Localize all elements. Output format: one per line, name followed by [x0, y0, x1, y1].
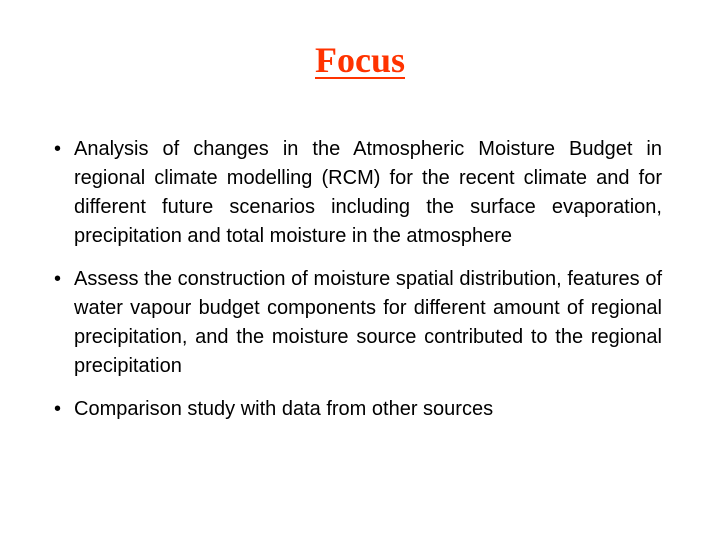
bullet-text: Assess the construction of moisture spatial distribution, features of water vapour budget components for different amount of regional precipitation, and the moisture source contributed to the regional precipitation: [74, 268, 662, 377]
bullet-list: [47, 135, 662, 424]
bullet-text: Analysis of changes in the Atmospheric Moisture Budget in regional climate modelling (RCM) for the recent climate and for different future scenarios including the surface evaporation, precipitation and total moisture in the atmosphere: [74, 138, 662, 247]
bullet-item-analysis: [47, 135, 662, 251]
bullet-icon: •: [54, 398, 62, 420]
slide-title-text: Focus: [315, 40, 405, 80]
bullet-item-assess: [47, 265, 662, 381]
bullet-item-comparison: [47, 395, 662, 424]
bullet-icon: •: [54, 138, 62, 160]
bullet-text: Comparison study with data from other sources: [74, 398, 494, 420]
slide-title: [0, 38, 720, 82]
bullet-icon: •: [54, 268, 62, 290]
